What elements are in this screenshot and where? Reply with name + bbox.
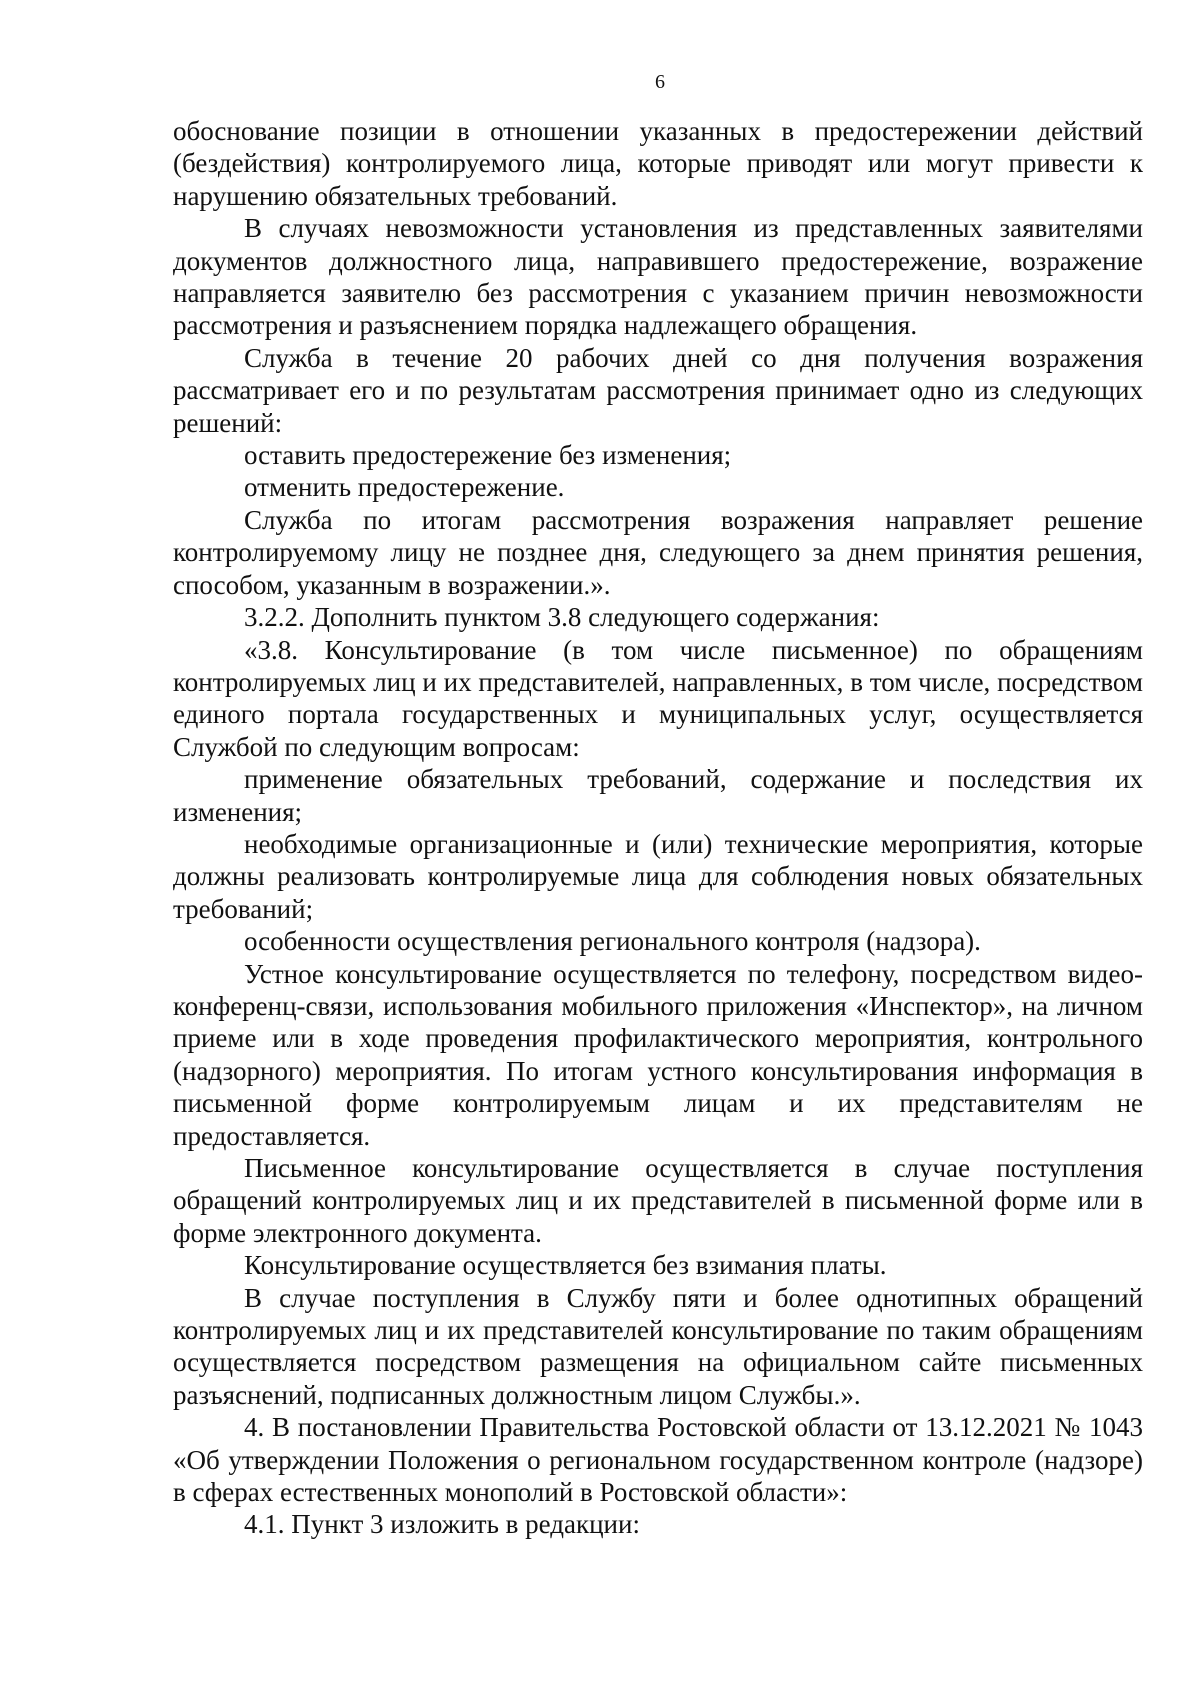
paragraph: 3.2.2. Дополнить пунктом 3.8 следующего содержания: xyxy=(244,602,880,633)
paragraph: Служба в течение 20 рабочих дней со дня получения возражения рассматривает его и по результатам рассмотрения принимает одно из следующих решений: xyxy=(173,342,1143,438)
paragraph: необходимые организационные и (или) технические мероприятия, которые должны реализовать контролируемые лица для соблюдения новых обязательных требований; xyxy=(173,828,1143,924)
paragraph: применение обязательных требований, содержание и последствия их изменения; xyxy=(173,764,1143,827)
paragraph: 4.1. Пункт 3 изложить в редакции: xyxy=(244,1509,640,1540)
paragraph: особенности осуществления регионального контроля (надзора). xyxy=(244,926,981,957)
paragraph: Служба по итогам рассмотрения возражения направляет решение контролируемому лицу не позднее дня, следующего за днем принятия решения, способом, указанным в возражении.». xyxy=(173,504,1143,600)
document-body xyxy=(173,115,1143,1541)
paragraph: В случаях невозможности установления из представленных заявителями документов должностного лица, направившего предостережение, возражение направляется заявителю без рассмотрения с указанием причин невозможности рассмотрения и разъяснением порядка надлежащего обращения. xyxy=(173,213,1143,341)
page-number: 6 xyxy=(655,71,665,93)
paragraph: Письменное консультирование осуществляется в случае поступления обращений контролируемых лиц и их представителей в письменной форме или в форме электронного документа. xyxy=(173,1153,1143,1248)
paragraph: Устное консультирование осуществляется по телефону, посредством видео-конференц-связи, использования мобильного приложения «Инспектор», на личном приеме или в ходе проведения профилактического мероприятия, контрольного (надзорного) мероприятия. По итогам устного консультирования информация в письменной форме контролируемым лицам и их представителям не предоставляется. xyxy=(173,958,1143,1151)
paragraph: В случае поступления в Службу пяти и более однотипных обращений контролируемых лиц и их представителей консультирование по таким обращениям осуществляется посредством размещения на официальном сайте письменных разъяснений, подписанных должностным лицом Службы.». xyxy=(173,1282,1143,1410)
paragraph: отменить предостережение. xyxy=(244,472,565,503)
paragraph: Консультирование осуществляется без взимания платы. xyxy=(244,1250,887,1281)
paragraph: 4. В постановлении Правительства Ростовской области от 13.12.2021 № 1043 «Об утверждении Положения о региональном государственном контроле (надзоре) в сферах естественных монополий в Ростовской области»: xyxy=(173,1412,1143,1508)
paragraph: «3.8. Консультирование (в том числе письменное) по обращениям контролируемых лиц и их представителей, направленных, в том числе, посредством единого портала государственных и муниципальных услуг, осуществляется Службой по следующим вопросам: xyxy=(173,634,1143,762)
paragraph: обоснование позиции в отношении указанных в предостережении действий (бездействия) контролируемого лица, которые приводят или могут привести к нарушению обязательных требований. xyxy=(173,116,1143,211)
paragraph: оставить предостережение без изменения; xyxy=(244,440,732,471)
